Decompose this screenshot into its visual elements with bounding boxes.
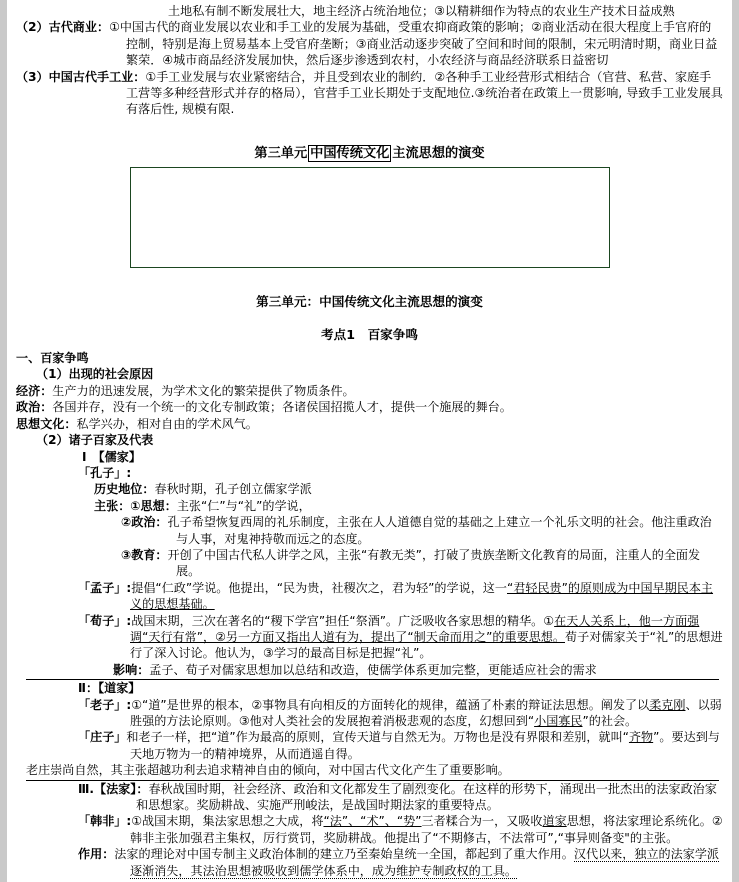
exam-point-heading: 考点1 百家争鸣 (321, 326, 418, 342)
carryover-line: 土地私有制不断发展壮大，地主经济占统治地位；③以精耕细作为特点的农业生产技术日益成熟 (168, 4, 675, 18)
cause-economy-label: 经济： (16, 383, 53, 398)
school-marker-confucian (82, 449, 723, 465)
subsection-schools-and-figures (36, 432, 723, 448)
figure-laozi-text-underlined-1: 柔克刚 (649, 697, 686, 712)
kongzi-status-text: 春秋时期，孔子创立儒家学派 (154, 482, 312, 497)
figure-hanfei-text-c: 思想，将法家理论系统化。②韩非主张加强君主集权，厉行赏罚，奖励耕战。他提出了“不期修古，不法常可”,“事异则备变"的主张。 (130, 814, 723, 845)
kongzi-claim-3 (121, 547, 723, 580)
school-marker-legalist-text: Ⅲ.【法家】： (78, 781, 149, 796)
kongzi-claim-1 (94, 498, 723, 514)
school-marker-legalist-desc: 春秋战国时期，社会经济、政治和文化都发生了剧烈变化。在这样的形势下，涌现出一批杰出的法家政治家和思想家。奖励耕战、实施严刑峻法，是战国时期法家的重要特点。 (136, 781, 717, 813)
ancient-handicraft-paragraph (16, 69, 723, 118)
cause-culture-label: 思想文化： (16, 416, 77, 431)
figure-xunzi-text-b: 荀子对儒家关于“礼”的思想进行了深入讨论。他认为，③学习的最高目标是把握“礼”。 (130, 629, 723, 661)
unit-title-selected-text[interactable]: 中国传统文化 (310, 145, 390, 161)
figure-zhuangzi-label: 「庄子」 (78, 730, 127, 745)
confucian-influence-text: 孟子、荀子对儒家思想加以总结和改造，使儒学体系更加完整，更能适应社会的需求 (149, 662, 597, 677)
kongzi-status (94, 481, 723, 497)
figure-xunzi-text-a: 战国末期，三次在著名的“稷下学宫”担任“祭酒”。广泛吸收各家思想的精华。① (131, 613, 555, 628)
subsection-schools-text: （2）诸子百家及代表 (36, 433, 154, 448)
figure-xunzi (78, 613, 723, 662)
figure-zhuangzi (78, 729, 723, 762)
figure-mengzi (78, 580, 723, 613)
figure-laozi-text-underlined-2: 小国寡民 (534, 714, 583, 728)
figure-laozi-text-b: 、以弱胜强的方法论原则。③他对人类社会的发展抱着消极悲观的态度，幻想回到“ (130, 697, 722, 728)
figure-zhuangzi-text-underlined: 齐物 (628, 730, 654, 745)
kongzi-claim-2-text: 孔子希望恢复西周的礼乐制度，主张在人人道德自觉的基础之上建立一个礼乐文明的社会。他注重政治与人事，对鬼神持敬而远之的态度。 (167, 515, 712, 546)
figure-laozi (78, 697, 723, 730)
figure-hanfei (78, 813, 723, 846)
unit-title-suffix: 主流思想的演变 (392, 145, 485, 161)
subsection-social-causes-text: （1）出现的社会原因 (36, 367, 154, 382)
school-marker-daoist-text: Ⅱ：【道家】 (78, 681, 141, 696)
ancient-handicraft-text: ①手工业发展与农业紧密结合，并且受到农业的制约．②各种手工业经营形式相结合（官营、私营、家庭手工营等多种经营形式并存的格局），官营手工业长期处于支配地位.③统治者在政策上一贯影响, 导致手工业发展具有落后性, 规模有限. (126, 69, 723, 117)
kongzi-claim-1-text: 主张“仁”与“礼”的学说， (176, 498, 311, 513)
figure-mengzi-label: 「孟子」: (78, 580, 132, 595)
cause-culture-text: 私学兴办，相对自由的学术风气。 (76, 416, 258, 431)
legalist-effect-text-dotted: 汉代以来，独立的法家学派逐渐消失，其法治思想被吸收到儒学体系中，成为维护专制政权的工具。 (130, 847, 720, 878)
school-marker-daoist (78, 680, 723, 696)
figure-laozi-text-c: ”的社会。 (582, 714, 638, 728)
legalist-effect-label: 作用： (78, 847, 115, 862)
unit-heading: 第三单元：中国传统文化主流思想的演变 (256, 294, 483, 310)
figure-hanfei-text-a: ①战国末期，集法家思想之大成，将 (131, 814, 324, 829)
school-marker-legalist (78, 781, 723, 814)
document-body (14, 0, 725, 882)
subsection-social-causes (36, 366, 723, 382)
empty-content-box[interactable] (130, 167, 610, 268)
kongzi-claim-2 (121, 514, 723, 547)
kongzi-claim-3-text: 开创了中国古代私人讲学之风，主张“有教无类”，打破了贵族垄断文化教育的局面，注重人的全面发展。 (167, 547, 701, 579)
school-marker-confucian-text: Ⅰ 【儒家】 (82, 449, 141, 464)
figure-zhuangzi-text-b: ”。要达到与天地万物为一的精神境界，从而逍遥自得。 (130, 730, 720, 761)
cause-politics-text: 各国并存，没有一个统一的文化专制政策；各诸侯国招揽人才，提供一个施展的舞台。 (52, 400, 512, 415)
daoist-summary: 老庄崇尚自然，其主张超越功利去追求精神自由的倾向，对中国古代文化产生了重要影响。 (26, 763, 510, 778)
kongzi-claim-label: 主张： (94, 498, 131, 513)
confucian-influence (113, 662, 723, 678)
figure-mengzi-text-underlined: “君轻民贵”的原则成为中国早期民本主义的思想基础。 (130, 580, 714, 612)
unit-title (16, 146, 723, 162)
section-heading-hundred-schools (16, 350, 723, 366)
cause-culture (16, 416, 723, 432)
kongzi-claim-3-label: ③教育： (121, 547, 168, 562)
figure-kongzi-label (78, 465, 723, 481)
figure-mengzi-text: 提倡“仁政”学说。他提出，“民为贵，社稷次之，君为轻”的学说，这一 (131, 580, 507, 595)
legalist-effect-text-a: 法家的理论对中国专制主义政治体制的建立乃至秦始皇统一全国，都起到了重大作用。 (114, 847, 574, 862)
ancient-handicraft-label: （3）中国古代手工业： (16, 69, 146, 84)
figure-kongzi-label-text: 「孔子」: (78, 465, 132, 480)
kongzi-claim-2-label: ②政治： (121, 515, 168, 530)
cause-economy-text: 生产力的迅速发展，为学术文化的繁荣提供了物质条件。 (52, 383, 355, 398)
kongzi-status-label: 历史地位： (94, 482, 155, 497)
figure-laozi-label: 「老子」: (78, 697, 132, 712)
figure-xunzi-text-underlined: 在天人关系上，他一方面强调“天行有常”，②另一方面又指出人道有为，提出了“制天命而用之”的重要思想。 (130, 613, 700, 644)
figure-laozi-text-a: ①“道”是世界的根本，②事物具有向相反的方面转化的规律，蕴涵了朴素的辩证法思想。阐发了以 (131, 697, 650, 712)
figure-xunzi-label: 「荀子」: (78, 613, 132, 628)
figure-hanfei-text-underlined-1: “法”、“术”、“势” (323, 814, 422, 829)
section-heading-text: 一、百家争鸣 (16, 351, 89, 366)
ancient-commerce-paragraph (16, 19, 723, 68)
ancient-commerce-text: ①中国古代的商业发展以农业和手工业的发展为基础，受重农抑商政策的影响；②商业活动在很大程度上手官府的控制，特别是海上贸易基本上受官府垄断；③商业活动逐步突破了空间和时间的限制，宋元明清时期，商业日益繁荣．④城市商品经济发展加快，然后逐步渗透到农村，小农经济与商品经济联系日益密切 (109, 20, 718, 68)
cause-economy (16, 383, 723, 399)
legalist-effect (78, 846, 723, 879)
ancient-commerce-label: （2）古代商业： (16, 20, 110, 35)
figure-hanfei-text-b: 三者糅合为一，又吸收 (421, 814, 543, 829)
figure-hanfei-text-underlined-2: 道家 (542, 814, 567, 829)
confucian-influence-label: 影响： (113, 662, 150, 677)
figure-hanfei-label: 「韩非」: (78, 814, 132, 829)
cause-politics (16, 399, 723, 415)
cause-politics-label: 政治： (16, 400, 53, 415)
figure-zhuangzi-text-a: 和老子一样，把“道”作为最高的原则，宣传天道与自然无为。万物也是没有界限和差别，就叫“ (126, 730, 629, 745)
kongzi-claim-1-label: ①思想： (130, 498, 177, 513)
unit-title-prefix: 第三单元 (254, 145, 308, 161)
